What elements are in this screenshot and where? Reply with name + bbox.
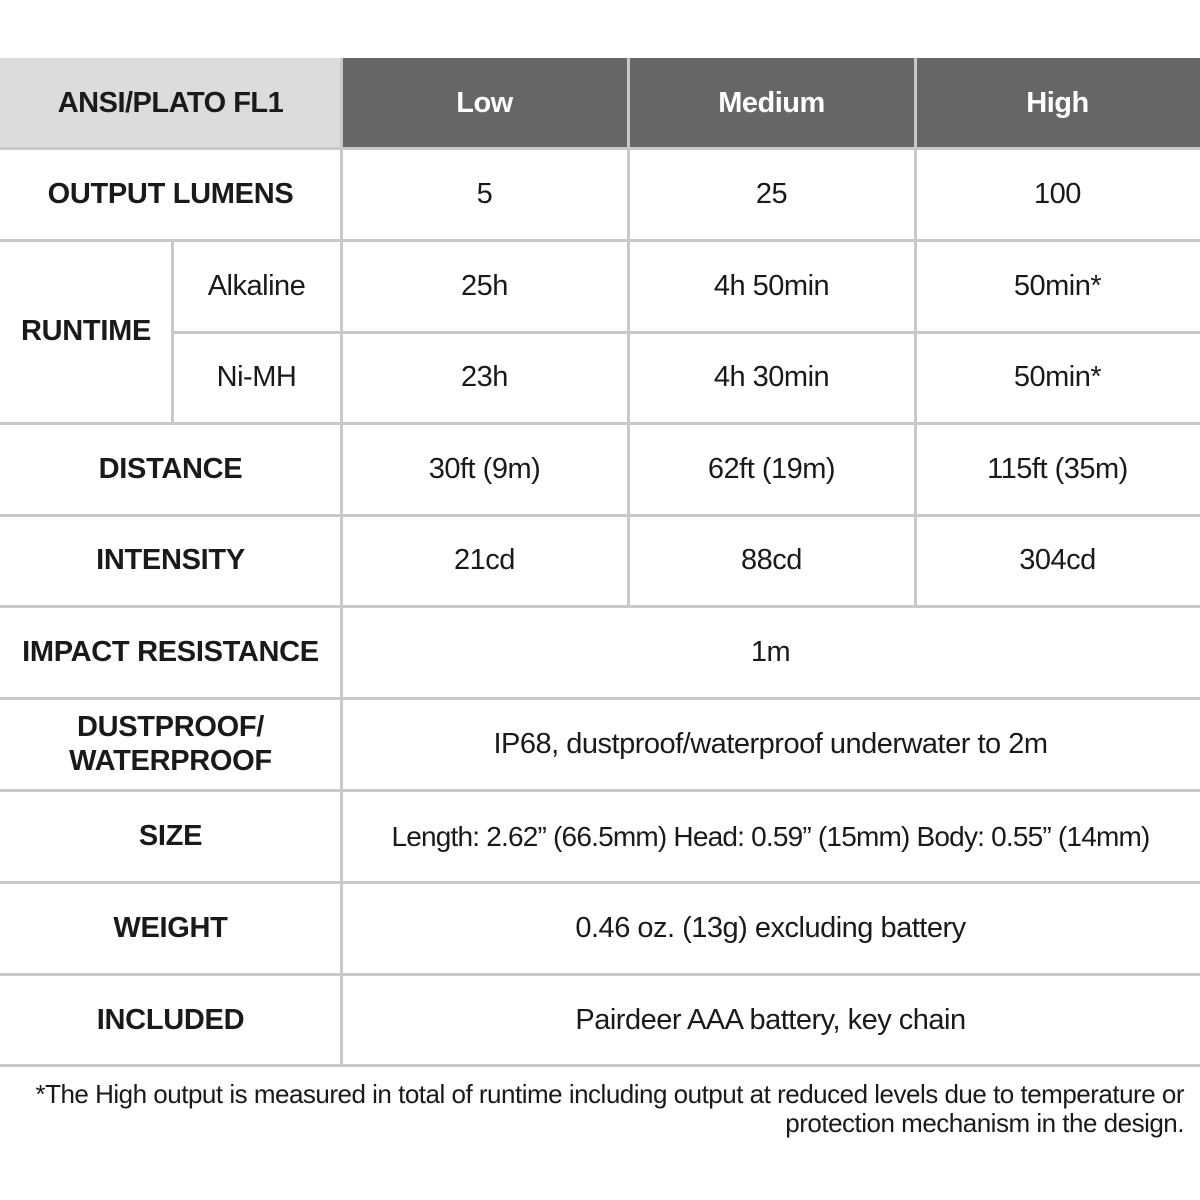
size-value: Length: 2.62” (66.5mm) Head: 0.59” (15mm) Body: 0.55” (14mm) [391, 820, 1150, 852]
grid-line-v [340, 58, 343, 1066]
label-included: INCLUDED [96, 1003, 245, 1036]
distance-medium: 62ft (19m) [707, 452, 836, 485]
footnote: *The High output is measured in total of runtime including output at reduced levels due to temperature or protection mechanism in the design. [35, 1079, 1184, 1138]
grid-line-h [0, 1064, 1200, 1067]
label-distance: DISTANCE [98, 452, 243, 485]
output-medium: 25 [755, 177, 788, 210]
grid-line-h [0, 605, 1200, 608]
waterproof-value: IP68, dustproof/waterproof underwater to 2m [493, 727, 1048, 760]
runtime-nimh-medium: 4h 30min [713, 361, 830, 393]
impact-value: 1m [750, 635, 791, 668]
label-output-lumens: OUTPUT LUMENS [47, 177, 294, 210]
grid-line-h [172, 331, 1200, 334]
label-intensity: INTENSITY [96, 544, 245, 576]
grid-line-h [0, 422, 1200, 425]
distance-high: 115ft (35m) [987, 452, 1128, 485]
runtime-alkaline-medium: 4h 50min [713, 269, 830, 302]
runtime-nimh-low: 23h [461, 361, 508, 393]
runtime-nimh-high: 50min* [1013, 361, 1102, 393]
label-nimh: Ni-MH [216, 361, 297, 393]
grid-line-h [0, 881, 1200, 884]
label-impact-resistance: IMPACT RESISTANCE [22, 635, 319, 668]
header-low: Low [341, 58, 628, 148]
grid-line-v [171, 240, 174, 423]
runtime-alkaline-high: 50min* [1013, 269, 1102, 302]
header-high: High [915, 58, 1200, 148]
grid-line-h [0, 147, 1200, 150]
distance-low: 30ft (9m) [428, 452, 541, 485]
grid-line-h [0, 789, 1200, 792]
intensity-medium: 88cd [741, 544, 802, 576]
intensity-high: 304cd [1019, 544, 1096, 576]
label-dustproof-waterproof: DUSTPROOF/ WATERPROOF [69, 711, 272, 777]
label-alkaline: Alkaline [207, 269, 306, 302]
output-low: 5 [476, 177, 493, 210]
output-high: 100 [1034, 177, 1081, 210]
spec-table [0, 58, 1200, 1066]
header-medium: Medium [628, 58, 915, 148]
label-size: SIZE [138, 819, 203, 852]
label-weight: WEIGHT [113, 911, 228, 944]
grid-line-v [627, 58, 630, 606]
label-runtime: RUNTIME [20, 315, 151, 347]
intensity-low: 21cd [454, 544, 515, 576]
runtime-alkaline-low: 25h [461, 269, 508, 302]
grid-line-h [0, 973, 1200, 976]
grid-line-h [0, 514, 1200, 517]
weight-value: 0.46 oz. (13g) excluding battery [575, 911, 966, 944]
grid-line-h [0, 239, 1200, 242]
grid-line-h [0, 697, 1200, 700]
header-corner: ANSI/PLATO FL1 [0, 58, 341, 148]
grid-line-v [914, 58, 917, 606]
included-value: Pairdeer AAA battery, key chain [575, 1003, 966, 1036]
